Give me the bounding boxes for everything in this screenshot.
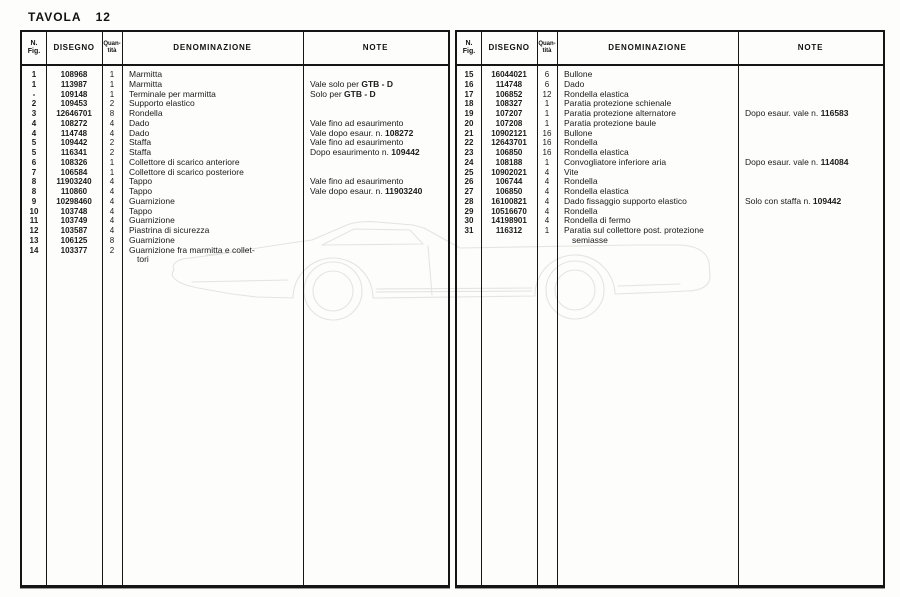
row-note — [303, 246, 448, 256]
row-fig-number: 14 — [29, 245, 39, 255]
table-row — [22, 187, 448, 197]
row-note — [738, 216, 883, 226]
row-note — [738, 129, 883, 139]
column-divider — [738, 32, 739, 585]
row-note: Dopo esaur. vale n. 114084 — [745, 156, 849, 167]
row-fig-number: 20 — [464, 118, 474, 128]
table-body — [457, 64, 883, 246]
row-note: Vale fino ad esaurimento — [310, 117, 404, 128]
row-fig-number: 24 — [464, 157, 474, 167]
row-quantity: 1 — [109, 157, 115, 167]
page-number: 12 — [95, 10, 111, 24]
row-drawing-number: 106852 — [495, 89, 523, 99]
row-fig-number: 29 — [464, 206, 474, 216]
row-quantity: 1 — [544, 109, 550, 118]
row-note — [303, 236, 448, 246]
row-note — [303, 255, 448, 265]
header-fig-line2: Fig. — [462, 48, 476, 55]
row-fig-number: 3 — [31, 109, 37, 118]
row-denomination: Collettore di scarico posteriore — [129, 166, 244, 177]
parts-table-left — [20, 30, 450, 588]
row-drawing-number: 12643701 — [491, 138, 527, 148]
row-drawing-number: 109148 — [60, 89, 88, 99]
row-fig-number: 17 — [464, 89, 474, 99]
row-note — [303, 99, 448, 109]
row-denomination: Piastrina di sicurezza — [129, 225, 210, 235]
row-quantity: 1 — [544, 226, 550, 235]
row-note: Solo per GTB - D — [310, 88, 376, 99]
row-quantity: 2 — [109, 148, 115, 157]
row-quantity: 1 — [544, 99, 550, 109]
row-drawing-number: 108272 — [60, 118, 88, 128]
table-header — [457, 32, 883, 64]
row-fig-number: 1 — [31, 79, 37, 89]
row-fig-number: 7 — [31, 167, 37, 177]
row-fig-number: 6 — [31, 157, 37, 167]
row-drawing-number — [46, 255, 102, 265]
row-denomination: Dado — [129, 117, 150, 128]
header-denominazione: DENOMINAZIONE — [173, 43, 252, 53]
column-divider — [303, 32, 304, 585]
row-quantity: 16 — [542, 138, 552, 148]
row-drawing-number: 12646701 — [56, 109, 92, 118]
row-quantity: 4 — [544, 196, 550, 206]
header-fig-line1: N. — [465, 39, 473, 47]
row-quantity: 4 — [544, 216, 550, 226]
row-denomination: Guarnizione — [129, 234, 175, 245]
row-quantity: 2 — [109, 245, 115, 255]
row-denomination: Marmitta — [129, 69, 163, 79]
row-fig-number: 28 — [464, 196, 474, 206]
row-fig-number: 4 — [31, 118, 37, 128]
header-fig-line1: N. — [30, 39, 38, 47]
row-denomination: Tappo — [129, 186, 153, 196]
row-quantity: 4 — [109, 177, 115, 187]
table-row — [457, 109, 883, 119]
table-row — [22, 90, 448, 100]
row-denomination: Marmitta — [129, 78, 163, 89]
row-note — [738, 119, 883, 129]
table-row — [457, 236, 883, 246]
row-note: Dopo esaur. vale n. 116583 — [745, 108, 849, 118]
table-row — [457, 70, 883, 80]
row-quantity: 1 — [544, 157, 550, 167]
table-row — [22, 246, 448, 256]
row-note-bold: 114084 — [820, 156, 849, 167]
row-drawing-number: 106584 — [60, 167, 88, 177]
row-fig-number: 18 — [464, 99, 474, 109]
table-row — [457, 80, 883, 90]
row-quantity: 8 — [109, 235, 115, 245]
row-fig-number: 22 — [464, 138, 474, 148]
column-divider — [481, 32, 482, 585]
row-denomination: Dado — [129, 127, 150, 138]
row-denomination: semiasse — [572, 234, 608, 245]
row-drawing-number: 106850 — [495, 187, 523, 196]
row-denomination: Tappo — [129, 205, 153, 216]
row-fig-number: - — [32, 89, 36, 99]
row-quantity: 4 — [109, 118, 115, 128]
row-denomination: Rondella — [564, 205, 598, 216]
row-denomination: Bullone — [564, 127, 593, 138]
row-denomination: Rondella elastica — [564, 147, 629, 157]
row-denomination: Rondella — [129, 108, 163, 118]
header-quantity — [102, 32, 122, 64]
row-note — [738, 80, 883, 90]
row-quantity: 1 — [109, 79, 115, 89]
row-fig-number: 4 — [31, 128, 37, 138]
table-row — [457, 226, 883, 236]
row-denomination: Guarnizione — [129, 215, 175, 226]
row-drawing-number: 116341 — [60, 148, 88, 157]
row-denomination: Rondella — [564, 137, 598, 148]
row-drawing-number: 106744 — [495, 177, 523, 187]
row-drawing-number: 103377 — [60, 245, 88, 255]
row-quantity: 12 — [542, 89, 552, 99]
row-denomination: Rondella elastica — [564, 88, 629, 99]
row-note — [738, 207, 883, 217]
row-drawing-number: 10516670 — [491, 206, 527, 216]
row-note-bold: 108272 — [384, 127, 414, 138]
row-note: Vale fino ad esaurimento — [310, 176, 404, 187]
row-drawing-number: 103748 — [60, 206, 88, 216]
row-drawing-number: 110860 — [60, 187, 88, 196]
table-row — [22, 99, 448, 109]
header-denominazione: DENOMINAZIONE — [608, 43, 687, 53]
row-drawing-number: 107208 — [495, 118, 523, 128]
header-disegno: DISEGNO — [488, 43, 530, 53]
row-note-bold: GTB - D — [344, 88, 376, 99]
row-quantity: 4 — [109, 226, 115, 235]
row-denomination: Staffa — [129, 147, 152, 157]
row-note: Vale dopo esaur. n. 108272 — [310, 127, 414, 138]
row-fig-number — [22, 255, 46, 265]
row-note — [738, 138, 883, 148]
row-quantity: 4 — [544, 167, 550, 177]
header-divider — [22, 64, 448, 66]
column-divider — [537, 32, 538, 585]
header-fig-line2: Fig. — [27, 48, 41, 55]
row-fig-number: 1 — [31, 70, 37, 79]
row-denomination: Paratia sul collettore post. protezione — [564, 225, 704, 235]
row-quantity: 1 — [109, 70, 115, 79]
row-drawing-number — [481, 236, 537, 246]
row-denomination: Dado fissaggio supporto elastico — [564, 195, 687, 206]
row-denomination: Tappo — [129, 176, 153, 187]
row-quantity: 4 — [109, 206, 115, 216]
row-fig-number: 23 — [464, 148, 474, 157]
row-drawing-number: 114748 — [60, 128, 88, 138]
table-row — [457, 119, 883, 129]
row-drawing-number: 108188 — [495, 157, 523, 167]
row-denomination: Rondella di fermo — [564, 215, 631, 226]
row-note: Vale solo per GTB - D — [310, 78, 393, 89]
row-denomination: Rondella — [564, 176, 598, 187]
row-quantity: 2 — [109, 99, 115, 109]
row-note: Dopo esaurimento n. 109442 — [310, 147, 420, 157]
row-note — [738, 90, 883, 100]
row-note-bold: 11903240 — [384, 186, 423, 196]
row-fig-number: 2 — [31, 99, 37, 109]
row-quantity — [102, 255, 122, 265]
table-header — [22, 32, 448, 64]
row-quantity: 1 — [544, 118, 550, 128]
row-note — [738, 226, 883, 236]
row-fig-number: 19 — [464, 109, 474, 118]
row-drawing-number: 10902121 — [491, 128, 527, 138]
row-quantity: 6 — [544, 79, 550, 89]
row-note — [738, 168, 883, 178]
table-row — [22, 255, 448, 265]
row-fig-number: 10 — [29, 206, 39, 216]
column-divider — [557, 32, 558, 585]
row-drawing-number: 107207 — [495, 109, 523, 118]
row-fig-number: 13 — [29, 235, 39, 245]
row-fig-number: 11 — [29, 216, 39, 226]
row-denomination: Collettore di scarico anteriore — [129, 156, 240, 167]
parts-table-right — [455, 30, 885, 588]
row-quantity: 4 — [109, 187, 115, 196]
header-qty-line2: tità — [107, 48, 117, 54]
row-drawing-number: 108326 — [60, 157, 88, 167]
row-denomination: Convogliatore inferiore aria — [564, 156, 667, 167]
row-drawing-number: 109442 — [60, 138, 88, 148]
row-drawing-number: 106850 — [495, 148, 523, 157]
row-note-bold: 109442 — [391, 147, 420, 157]
table-row — [457, 207, 883, 217]
table-row — [457, 129, 883, 139]
header-quantity — [537, 32, 557, 64]
row-fig-number: 5 — [31, 138, 37, 148]
row-note — [738, 177, 883, 187]
row-note — [303, 197, 448, 207]
row-denomination: Vite — [564, 166, 579, 177]
table-row — [457, 177, 883, 187]
row-drawing-number: 116312 — [495, 226, 523, 235]
row-denomination: Rondella elastica — [564, 186, 629, 196]
row-denomination: Supporto elastico — [129, 98, 195, 109]
row-fig-number: 8 — [31, 187, 37, 196]
row-note — [738, 236, 883, 246]
row-quantity — [537, 236, 557, 246]
row-quantity: 6 — [544, 70, 550, 79]
header-qty-line1: Quan- — [103, 41, 121, 48]
row-denomination: Dado — [564, 78, 585, 89]
row-fig-number: 12 — [29, 226, 39, 235]
row-quantity: 4 — [544, 187, 550, 196]
column-divider — [102, 32, 103, 585]
table-row — [457, 158, 883, 168]
header-note: NOTE — [362, 43, 389, 53]
page-title — [28, 10, 111, 24]
row-note — [303, 207, 448, 217]
row-denomination: Paratia protezione alternatore — [564, 108, 676, 118]
table-row — [22, 80, 448, 90]
table-row — [457, 138, 883, 148]
row-fig-number: 26 — [464, 177, 474, 187]
header-qty-line1: Quan- — [538, 41, 556, 48]
row-denomination: Bullone — [564, 69, 593, 79]
row-drawing-number: 114748 — [495, 79, 523, 89]
row-quantity: 1 — [109, 167, 115, 177]
row-drawing-number: 108968 — [60, 70, 88, 79]
row-fig-number: 21 — [464, 128, 474, 138]
row-drawing-number: 113987 — [60, 79, 88, 89]
row-drawing-number: 16044021 — [491, 70, 527, 79]
row-quantity: 1 — [109, 89, 115, 99]
table-row — [457, 197, 883, 207]
column-divider — [122, 32, 123, 585]
header-note: NOTE — [797, 43, 824, 53]
row-quantity: 4 — [109, 128, 115, 138]
row-drawing-number: 16100821 — [491, 196, 527, 206]
row-drawing-number: 103749 — [60, 216, 88, 226]
row-drawing-number: 103587 — [60, 226, 88, 235]
row-note — [738, 70, 883, 80]
row-drawing-number: 109453 — [60, 99, 88, 109]
row-note: Vale fino ad esaurimento — [310, 137, 404, 148]
page-title-text: TAVOLA — [28, 10, 82, 24]
row-fig-number: 16 — [464, 79, 474, 89]
row-note-bold: GTB - D — [361, 78, 393, 89]
header-qty-line2: tità — [542, 48, 552, 54]
row-fig-number: 15 — [464, 70, 474, 79]
row-fig-number: 25 — [464, 167, 474, 177]
row-fig-number: 9 — [31, 196, 37, 206]
header-divider — [457, 64, 883, 66]
row-drawing-number: 14198901 — [491, 216, 527, 226]
row-drawing-number: 108327 — [495, 99, 523, 109]
row-note-bold: 109442 — [812, 195, 842, 206]
header-disegno: DISEGNO — [53, 43, 95, 53]
row-fig-number: 5 — [31, 148, 37, 157]
row-fig-number: 31 — [464, 226, 474, 235]
row-quantity: 4 — [544, 206, 550, 216]
table-row — [22, 226, 448, 236]
row-denomination: Staffa — [129, 137, 152, 148]
header-fig — [457, 32, 481, 64]
row-quantity: 16 — [542, 128, 552, 138]
row-denomination: Paratia protezione schienale — [564, 98, 672, 109]
row-quantity: 4 — [109, 196, 115, 206]
row-quantity: 4 — [109, 216, 115, 226]
row-note — [303, 216, 448, 226]
header-fig — [22, 32, 46, 64]
table-body — [22, 64, 448, 265]
row-note — [303, 158, 448, 168]
row-note: Solo con staffa n. 109442 — [745, 195, 842, 206]
column-divider — [46, 32, 47, 585]
row-note-bold: 116583 — [820, 108, 849, 118]
table-row — [22, 207, 448, 217]
row-denomination: Guarnizione — [129, 195, 175, 206]
row-drawing-number: 10298460 — [56, 196, 92, 206]
row-fig-number — [457, 236, 481, 246]
table-row — [22, 216, 448, 226]
row-drawing-number: 11903240 — [56, 177, 92, 187]
row-fig-number: 27 — [464, 187, 474, 196]
row-drawing-number: 10902021 — [491, 167, 527, 177]
row-note: Vale dopo esaur. n. 11903240 — [310, 186, 423, 196]
row-quantity: 8 — [109, 109, 115, 118]
row-denomination: Guarnizione fra marmitta e collet- — [129, 244, 255, 255]
row-quantity: 16 — [542, 148, 552, 157]
row-denomination: Terminale per marmitta — [129, 88, 216, 99]
row-denomination: Paratia protezione baule — [564, 117, 657, 128]
row-fig-number: 8 — [31, 177, 37, 187]
row-drawing-number: 106125 — [60, 235, 88, 245]
row-denomination: tori — [137, 254, 149, 265]
row-fig-number: 30 — [464, 216, 474, 226]
row-quantity: 4 — [544, 177, 550, 187]
table-row — [457, 168, 883, 178]
row-note — [303, 226, 448, 236]
table-row — [22, 197, 448, 207]
row-quantity: 2 — [109, 138, 115, 148]
